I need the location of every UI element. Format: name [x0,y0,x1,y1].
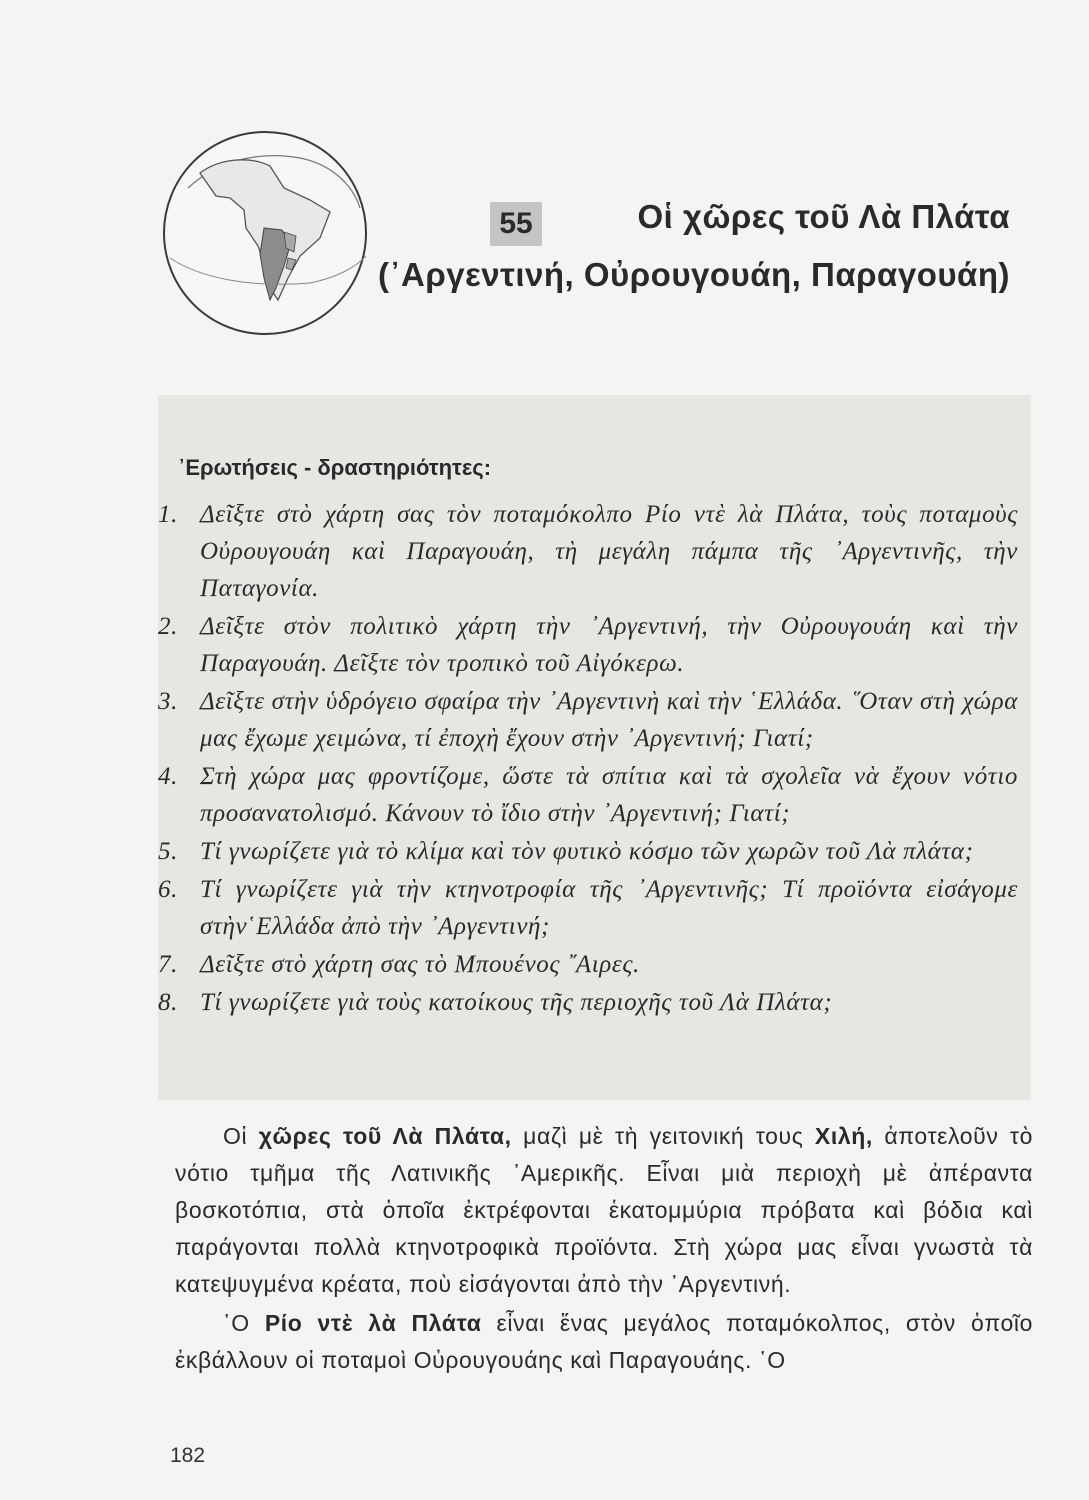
question-text: Δεῖξτε στὸ χάρτη σας τὸν ποταμόκολπο Ρίο ντὲ λὰ Πλάτα, τοὺς ποταμοὺς Οὐρουγουάη καὶ Παραγουάη, τὴ μεγάλη πάμπα τῆς ᾽Αργεντινῆς, τὴν Παταγονία. [200,501,1018,602]
question-text: Τί γνωρίζετε γιὰ τοὺς κατοίκους τῆς περιοχῆς τοῦ Λὰ Πλάτα; [200,989,833,1016]
questions-list [158,496,1018,1022]
globe-south-america-icon [160,128,370,338]
question-text: Τί γνωρίζετε γιὰ τὸ κλίμα καὶ τὸν φυτικὸ κόσμο τῶν χωρῶν τοῦ Λὰ πλάτα; [200,838,974,865]
question-text: Τί γνωρίζετε γιὰ τὴν κτηνοτροφία τῆς ᾽Αργεντινῆς; Τί προϊόντα εἰσάγομε στὴν῾Ελλάδα ἀπὸ τὴν ᾽Αργεντινή; [200,876,1018,940]
question-item [158,608,1018,682]
question-item [158,758,1018,832]
body-text [175,1118,1033,1381]
page-title: Οἱ χῶρες τοῦ Λὰ Πλάτα [637,198,1010,235]
question-item [158,946,1018,983]
question-number: 4. [158,763,178,790]
page-number: 182 [170,1444,206,1467]
question-item [158,871,1018,945]
text-run: μαζὶ μὲ τὴ γειτονική τους [511,1123,815,1149]
question-number: 2. [158,613,178,640]
text-run: εἶναι ἕνας μεγάλος ποταμόκολπος, στὸν ὁποῖο ἐκβάλλουν οἱ ποταμοὶ Οὐρουγουάης καὶ Παραγουάης. ῾Ο [175,1310,1033,1373]
text-run: ῾Ο [223,1310,265,1336]
question-text: Στὴ χώρα μας φροντίζομε, ὥστε τὰ σπίτια καὶ τὰ σχολεῖα νὰ ἔχουν νότιο προσανατολισμό. Κάνουν τὸ ἴδιο στὴν ᾽Αργεντινή; Γιατί; [200,763,1018,827]
question-number: 6. [158,876,178,903]
question-item [158,984,1018,1021]
bold-term: Χιλή, [814,1123,873,1149]
lesson-number-badge: 55 [490,202,542,246]
body-paragraph [175,1305,1033,1379]
bold-term: χῶρες τοῦ Λὰ Πλάτα, [258,1123,512,1149]
question-text: Δεῖξτε στὴν ὑδρόγειο σφαίρα τὴν ᾽Αργεντινὴ καὶ τὴν ῾Ελλάδα. ῞Οταν στὴ χώρα μας ἔχωμε χειμώνα, τί ἐποχὴ ἔχουν στὴν ᾽Αργεντινή; Γιατί; [200,688,1018,752]
bold-term: Ρίο ντὲ λὰ Πλάτα [264,1310,482,1336]
question-number: 1. [158,501,178,528]
question-item [158,496,1018,607]
question-number: 3. [158,688,178,715]
question-number: 8. [158,989,178,1016]
question-number: 5. [158,838,178,865]
questions-heading: ᾽Ερωτήσεις - δραστηριότητες: [178,455,492,480]
text-run: ἀποτελοῦν τὸ νότιο τμῆμα τῆς Λατινικῆς ᾽Αμερικῆς. Εἶναι μιὰ περιοχὴ μὲ ἀπέραντα βοσκοτόπια, στὰ ὁποῖα ἐκτρέφονται ἑκατομμύρια πρόβατα καὶ βόδια καὶ παράγονται πολλὰ κτηνοτροφικὰ προϊόντα. Στὴ χώρα μας εἶναι γνωστὰ τὰ κατεψυγμένα κρέατα, ποὺ εἰσάγονται ἀπὸ τὴν ᾽Αργεντινή. [175,1123,1033,1297]
question-text: Δεῖξτε στὸ χάρτη σας τὸ Μπουένος ῎Αιρες. [200,951,640,978]
question-number: 7. [158,951,178,978]
question-item [158,833,1018,870]
question-item [158,683,1018,757]
body-paragraph [175,1118,1033,1303]
page-subtitle: (᾽Αργεντινή, Οὐρουγουάη, Παραγουάη) [378,256,1010,293]
text-run: Οἱ [223,1123,259,1149]
question-text: Δεῖξτε στὸν πολιτικὸ χάρτη τὴν ᾽Αργεντινή, τὴν Οὐρουγουάη καὶ τὴν Παραγουάη. Δεῖξτε τὸν τροπικὸ τοῦ Αἰγόκερω. [200,613,1018,677]
